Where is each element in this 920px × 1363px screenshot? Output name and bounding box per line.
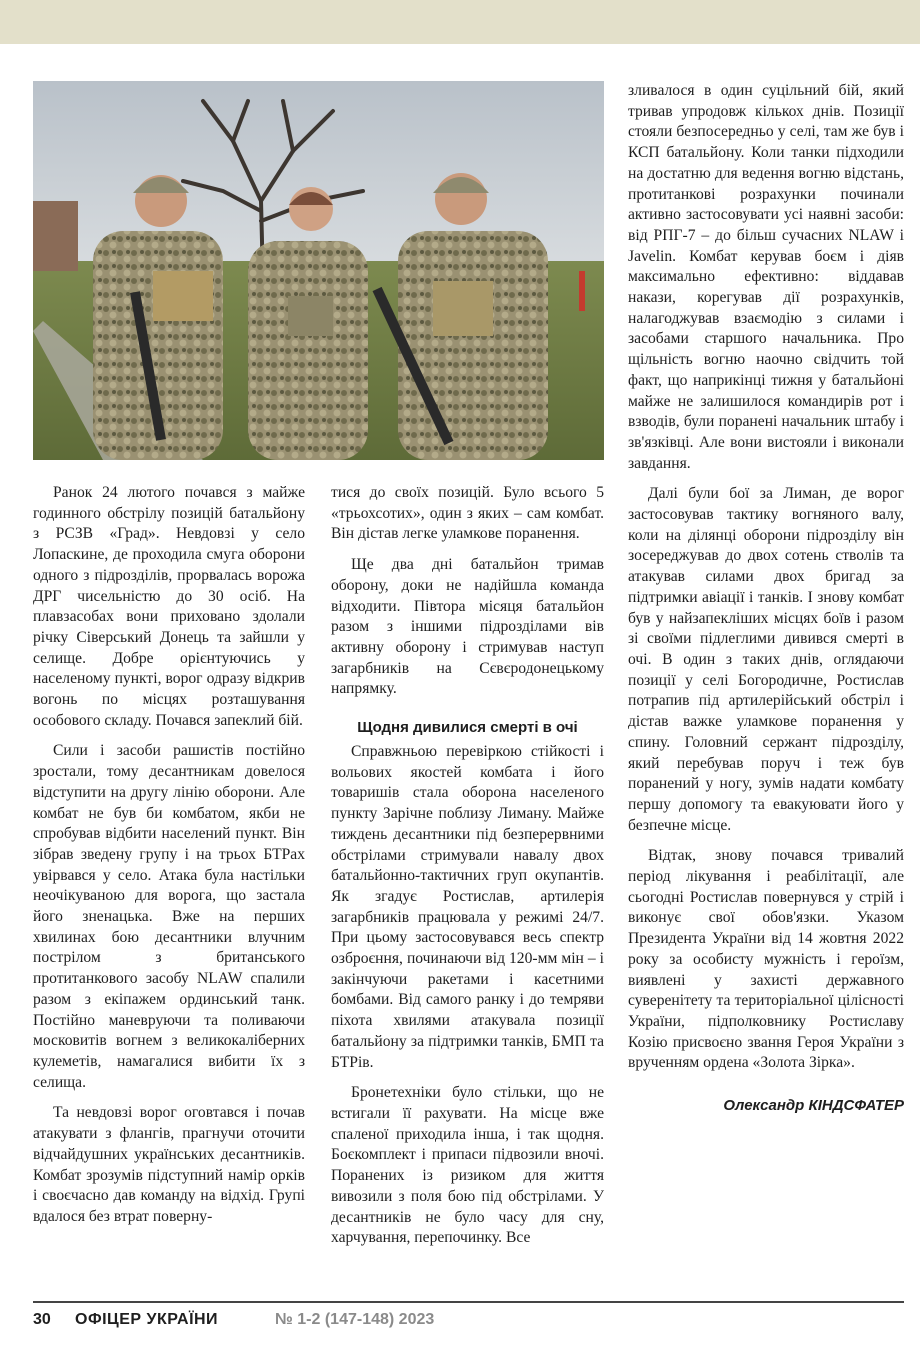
article-column-1 [33, 483, 305, 1228]
page-footer [33, 1311, 904, 1335]
paragraph: Сили і засоби рашистів постійно зростали, тому десантникам довелося відступити на другу лінію оборони. Але комбат не був би комбатом, якби не спробував відбити населений пункт. Він зібрав зведену групу і на трьох БТРах увірвався у село. Атака була настільки неочікуваною для ворога, що застала його зненацька. Вже на перших хвилинах бою десантники влучним пострілом з британського протитанкового засобу NLAW спалили разом з екіпажем ординський танк. Постійно маневруючи та поливаючи московитів вогнем з великокаліберних кулеметів, намагалися вибити їх з селища. [33, 742, 305, 1091]
paragraph: Далі були бої за Лиман, де ворог застосовував тактику вогняного валу, коли на ділянці оборони підрозділу він зосереджував до двох сотень стволів та атакував силами двох бригад за підтримки авіації і танків. І знову комбат був у найзапекліших місцях боїв і разом зі своїми підлеглими дивився смерті в очі. В один з таких днів, оглядаючи позиції у селі Богородичне, Ростислав потрапив під артилерійський обстріл і дістав важке уламкове поранення у спину. Головний сержант підрозділу, який перебував поруч і теж був поранений у ногу, зумів надати комбату першу допомогу та евакуювати його у безпечне місце. [628, 485, 904, 834]
article-photo [33, 81, 604, 460]
article-column-2 [331, 483, 604, 1249]
issue-number: № 1-2 (147-148) 2023 [275, 1311, 435, 1328]
paragraph: Відтак, знову почався тривалий період лікування і реабілітації, але сьогодні Ростислав повернувся у стрій і виконує свої обов'язки. Указом Президента України від 14 жовтня 2022 року за особисту мужність і героїзм, виявлені у захисті державного суверенітету та територіальної цілісності України, підполковнику Ростиславу Козію присвоєно звання Героя України з врученням ордена «Золота Зірка». [628, 847, 904, 1072]
top-color-band [0, 0, 920, 44]
author-byline: Олександр КІНДСФАТЕР [723, 1097, 904, 1115]
magazine-name: ОФІЦЕР УКРАЇНИ [75, 1311, 219, 1328]
footer-divider [33, 1301, 904, 1303]
paragraph: Ще два дні батальйон тримав оборону, доки не надійшла команда відходити. Півтора місяця батальйон разом з іншими підрозділами вів активну оборону і стримував наступ загарбників на Сєвєродонецькому напрямку. [331, 556, 604, 698]
paragraph: тися до своїх позицій. Було всього 5 «трьохсотих», один з яких – сам комбат. Він дістав легке уламкове поранення. [331, 484, 604, 543]
paragraph: Справжньою перевіркою стійкості і вольових якостей комбата і його товаришів стала оборона населеного пункту Зарічне поблизу Лиману. Майже тиждень десантники під безперервними обстрілами стримували навалу двох батальйонно-тактичних груп окупантів. Як згадує Ростислав, артилерія загарбників працювала у режимі 24/7. При цьому застосовувався весь спектр озброєння, починаючи від 120-мм мін – і закінчуючи ракетами і касетними бомбами. Від самого ранку і до темряви піхота хвилями атакувала позиції батальйону за підтримки танків, БМП та БТРів. [331, 743, 604, 1071]
paragraph: Бронетехніки було стільки, що не встигали її рахувати. На місце вже спаленої приходила інша, і так щодня. Боєкомплект і припаси підвозили вночі. Поранених із ризиком для життя вивозили з поля бою під обстрілами. У десантників не було часу для сну, харчування, перепочинку. Все [331, 1084, 604, 1247]
page-number: 30 [33, 1311, 51, 1328]
article-column-3 [628, 81, 904, 1117]
section-heading: Щодня дивилися смерті в очі [357, 719, 578, 737]
paragraph: Та невдовзі ворог оговтався і почав атакувати з флангів, прагнучи оточити відчайдушних українських десантників. Комбат зрозумів підступний намір орків і своєчасно дав команду на відхід. Групі вдалося без втрат поверну- [33, 1104, 305, 1225]
paragraph: зливалося в один суцільний бій, який тривав упродовж кількох днів. Позиції стояли безпосередньо у селі, там же був і КСП батальйону. Коли танки підходили на достатню для ведення вогню відстань, протитанкові розрахунки починали активно застосовувати усі наявні засоби: від РПГ-7 – до більш сучасних NLAW і Javelin. Комбат керував боєм і діяв максимально ефективно: віддавав накази, корегував дії розрахунків, налагоджував взаємодію з силами і засобами старшого начальника. Про щільність вогню наочно свідчить той факт, що наприкінці тижня у батальйоні майже не залишилося командирів рот і взводів, були поранені начальник штабу і зв'язківці. Але вони вистояли і виконали завдання. [628, 82, 904, 472]
soldiers-photo-illustration [33, 81, 604, 460]
paragraph: Ранок 24 лютого почався з майже годинного обстрілу позицій батальйону з РСЗВ «Град». Невдовзі у село Лопаскине, де проходила смуга оборони одного з підрозділів, прорвалась ворожа ДРГ чисельністю до 30 осіб. На плавзасобах вони приховано здолали річку Сіверський Донець та зайшли у селище. Добре орієнтуючись у населеному пункті, ворог одразу відкрив вогонь по місцях розташування особового складу. Почався запеклий бій. [33, 484, 305, 729]
